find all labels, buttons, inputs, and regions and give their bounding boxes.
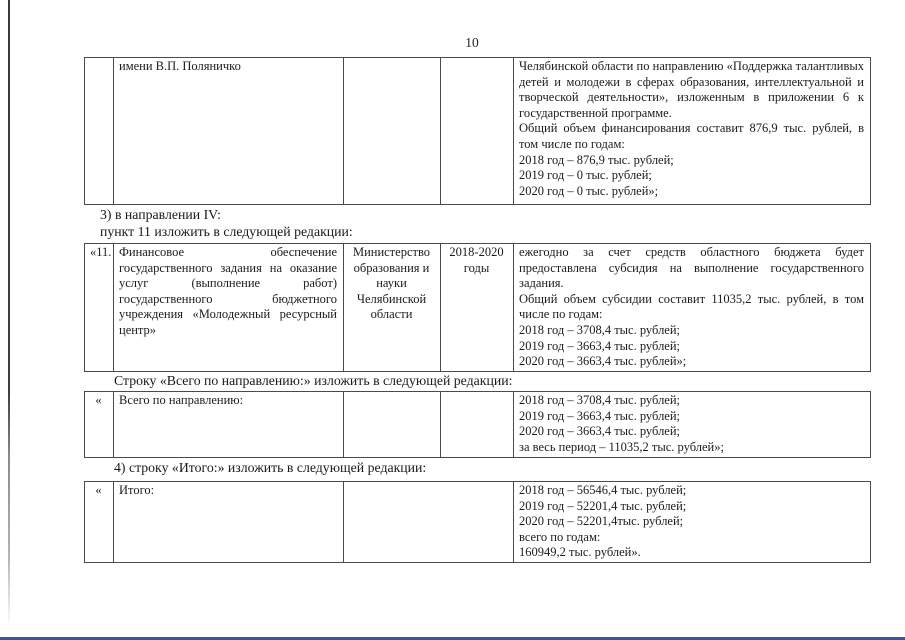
page-number: 10: [465, 35, 479, 50]
program-name-cell: имени В.П. Поляничко: [114, 58, 344, 205]
funding-details-cell: 2018 год – 3708,4 тыс. рублей; 2019 год – 3663,4 тыс. рублей; 2020 год – 3663,4 тыс. рублей; за весь период – 11035,2 тыс. рублей»;: [514, 392, 871, 458]
item-11-edit-heading: пункт 11 изложить в следующей редакции:: [100, 224, 353, 239]
grand-total-edit-heading: 4) строку «Итого:» изложить в следующей редакции:: [114, 460, 427, 475]
total-direction-table: [84, 391, 871, 458]
row-marker-cell: «11.: [85, 244, 114, 372]
total-label-cell: Всего по направлению:: [114, 392, 344, 458]
years-cell: [441, 58, 514, 205]
total-label-cell: Итого:: [114, 482, 344, 563]
row-marker-cell: «: [85, 482, 114, 563]
table-row: [85, 482, 871, 563]
table-row: [85, 244, 871, 372]
item-11-table: [84, 243, 871, 372]
years-cell: [441, 392, 514, 458]
scan-edge-line: [8, 0, 10, 634]
total-direction-edit-heading: Строку «Всего по направлению:» изложить в следующей редакции:: [114, 373, 513, 388]
funding-details-cell: ежегодно за счет средств областного бюджета будет предоставлена субсидия на выполнение государственного задания. Общий объем субсидии составит 11035,2 тыс. рублей, в том числе по годам: 2018 год – 3708,4 тыс. рублей; 2019 год – 3663,4 тыс. рублей; 2020 год – 3663,4 тыс. рублей»;: [514, 244, 871, 372]
years-cell: 2018-2020 годы: [441, 244, 514, 372]
executor-cell: [344, 58, 441, 205]
funding-details-cell: Челябинской области по направлению «Поддержка талантливых детей и молодежи в сферах образования, интеллектуальной и творческой деятельности», изложенным в приложении 6 к государственной программе. Общий объем финансирования составит 876,9 тыс. рублей, в том числе по годам: 2018 год – 876,9 тыс. рублей; 2019 год – 0 тыс. рублей; 2020 год – 0 тыс. рублей»;: [514, 58, 871, 205]
table-row: [85, 392, 871, 458]
table-row: [85, 58, 871, 205]
funding-details-cell: 2018 год – 56546,4 тыс. рублей; 2019 год – 52201,4 тыс. рублей; 2020 год – 52201,4тыс. рублей; всего по годам: 160949,2 тыс. рублей».: [514, 482, 871, 563]
executor-cell: Министерство образования и науки Челябинской области: [344, 244, 441, 372]
row-marker-cell: «: [85, 392, 114, 458]
measure-name-cell: Финансовое обеспечение государственного задания на оказание услуг (выполнение работ) государственного бюджетного учреждения «Молодежный ресурсный центр»: [114, 244, 344, 372]
executor-cell: [344, 392, 441, 458]
continuation-table: [84, 57, 871, 205]
row-marker-cell: [85, 58, 114, 205]
grand-total-table: [84, 481, 871, 563]
clause-3-heading: 3) в направлении IV:: [100, 207, 221, 222]
merged-empty-cell: [344, 482, 514, 563]
